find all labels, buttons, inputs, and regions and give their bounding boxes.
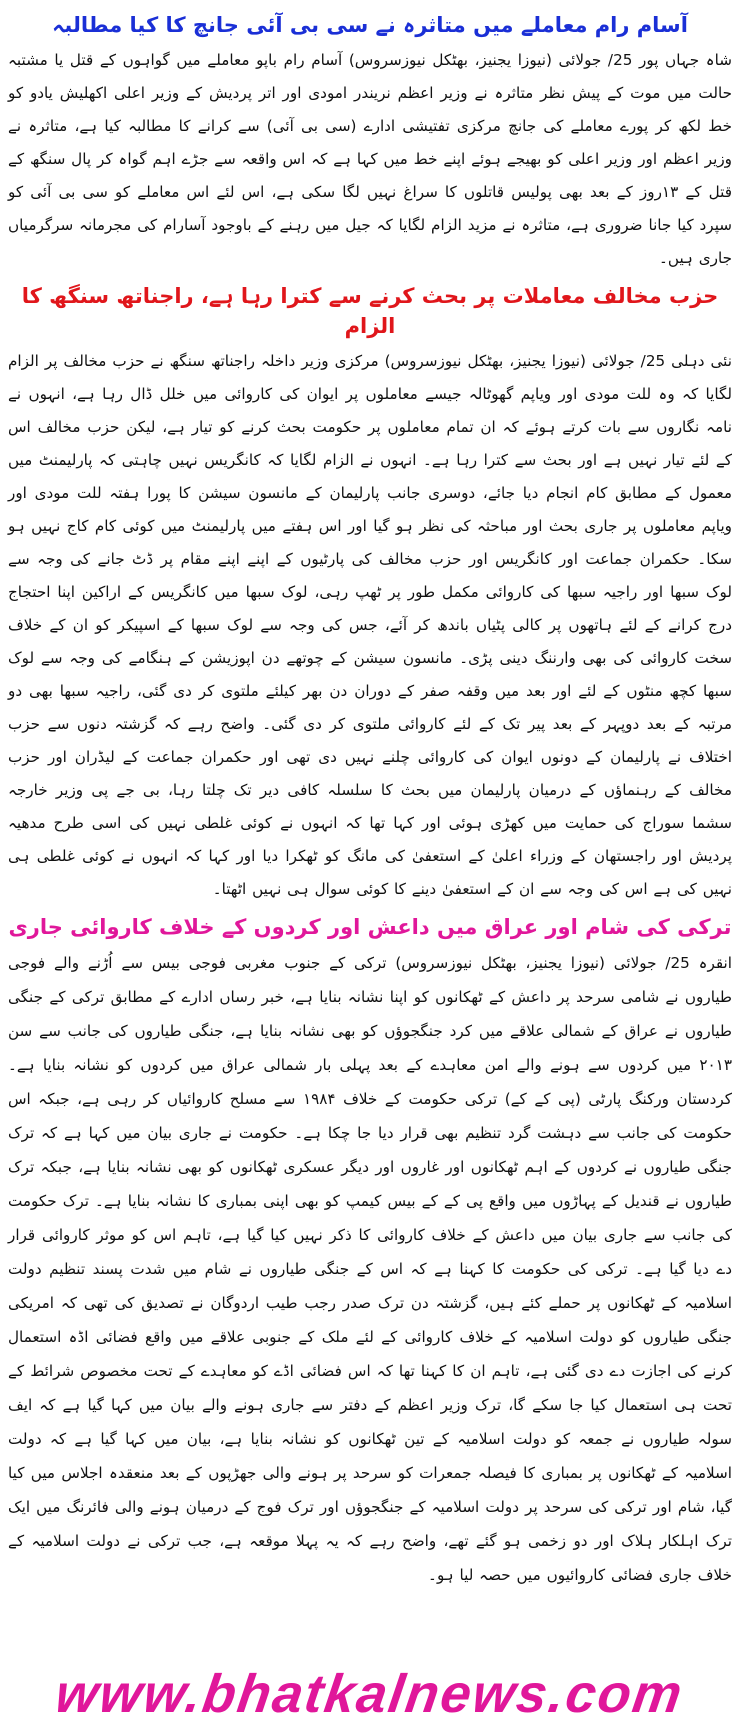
headline-asaram: آسام رام معاملے میں متاثرہ نے سی بی آئی جانچ کا کیا مطالبہ bbox=[52, 13, 688, 37]
article-asaram bbox=[8, 10, 732, 275]
body-asaram: شاہ جہاں پور 25/ جولائی (نیوزا یجنیز، بھٹکل نیوزسروس) آسام رام باپو معاملے میں گواہوں کے قتل یا مشتبہ حالت میں موت کے پیش نظر متاثرہ نے وزیر اعظم نریندر امودی اور اتر پردیش کے وزیر اعلی اکھلیش یادو کو خط لکھ کر پورے معاملے کی جانچ مرکزی تفتیشی ادارے (سی بی آئی) سے کرانے کا مطالبہ کیا ہے، متاثرہ نے وزیر اعظم اور وزیر اعلی کو بھیجے ہوئے اپنے خط میں کہا ہے کہ اس واقعہ سے جڑے اہم گواہ کر پال سنگھ کے قتل کے ۱۳روز کے بعد بھی پولیس قاتلوں کا سراغ نہیں لگا سکی ہے، اس لئے اس معاملے کو سی بی آئی کو سپرد کیا جانا ضروری ہے، متاثرہ نے مزید الزام لگایا کہ جیل میں رہنے کے باوجود آسارام کی مجرمانہ سرگرمیاں جاری ہیں۔ bbox=[8, 51, 732, 267]
footer-banner bbox=[0, 1664, 740, 1724]
article-rajnath bbox=[8, 281, 732, 906]
site-logo-link[interactable]: www.bhatkalnews.com bbox=[52, 1664, 688, 1724]
article-turkey bbox=[8, 912, 732, 1592]
headline-rajnath: حزب مخالف معاملات پر بحث کرنے سے کترا رہا ہے، راجناتھ سنگھ کا الزام bbox=[21, 284, 719, 338]
body-rajnath: نئی دہلی 25/ جولائی (نیوزا یجنیز، بھٹکل نیوزسروس) مرکزی وزیر داخلہ راجناتھ سنگھ نے حزب مخالف پر الزام لگایا کہ وہ للت مودی اور ویاپم گھوٹالہ جیسے معاملوں پر ایوان کی کاروائی میں خلل ڈال رہا ہے، انہوں نے نامہ نگاروں سے بات کرتے ہوئے کہ ان تمام معاملوں پر حکومت بحث کرنے کو تیار ہے، لیکن حزب مخالف اس کے لئے تیار نہیں ہے اور بحث سے کترا رہا ہے۔ انہوں نے الزام لگایا کہ کانگریس نہیں چاہتی کہ پارلیمنٹ میں معمول کے مطابق کام انجام دیا جائے، دوسری جانب پارلیمان کے مانسون سیشن کا پورا ہفتہ للت مودی اور ویاپم معاملوں پر جاری بحث اور مباحثہ کی نظر ہو گیا اور اس ہفتے میں پارلیمنٹ میں کوئی کام کاج نہیں ہو سکا۔ حکمران جماعت اور کانگریس اور حزب مخالف کی پارٹیوں کے اپنے اپنے مقام پر ڈٹ جانے کی وجہ سے لوک سبھا اور راجیہ سبھا کی کاروائی مکمل طور پر ٹھپ رہی، لوک سبھا میں کانگریس کے اراکین اپنا احتجاج درج کرانے کے لئے ہاتھوں پر کالی پٹیاں باندھ کر آئے، جس کی وجہ سے لوک سبھا کے اسپیکر کو ان کے خلاف سخت کاروائی کی بھی وارننگ دینی پڑی۔ مانسون سیشن کے چوتھے دن اپوزیشن کے ہنگامے کی وجہ سے لوک سبھا کچھ منٹوں کے لئے اور بعد میں وقفہ صفر کے دوران دن بھر کیلئے ملتوی کر دی گئی، راجیہ سبھا بھی دو مرتبہ کے بعد دوپہر کے بعد پیر تک کے لئے کاروائی ملتوی کر دی گئی۔ واضح رہے کہ گزشتہ دنوں سے حزب اختلاف نے پارلیمان کے دونوں ایوان کی کاروائی چلنے نہیں دی تھی اور حکمران جماعت کے لیڈران اور حزب مخالف کے رہنماؤں کے درمیان پارلیمان میں بحث کا سلسلہ کافی دیر تک چلتا رہا، بی جے پی وزیر خارجہ سشما سوراج کی حمایت میں کھڑی ہوئی اور کہا تھا کہ انہوں نے کوئی غلطی نہیں کی اسی طرح مدھیہ پردیش اور راجستھان کے وزراء اعلیٰ کے استعفیٰ کی مانگ کو ٹھکرا دیا اور کہا کہ انہوں نے کوئی غلطی ہی نہیں کی ہے اس کی وجہ سے ان کے استعفیٰ دینے کا کوئی سوال ہی نہیں اٹھتا۔ bbox=[8, 352, 732, 898]
body-turkey: انقرہ 25/ جولائی (نیوزا یجنیز، بھٹکل نیوزسروس) ترکی کے جنوب مغربی فوجی بیس سے اُڑنے والے فوجی طیاروں نے شامی سرحد پر داعش کے ٹھکانوں کو اپنا نشانہ بنایا ہے، خبر رساں ادارے کے مطابق ترکی کے جنگی طیاروں نے عراق کے شمالی علاقے میں کرد جنگجوؤں کو بھی نشانہ بنایا ہے، جنگی طیاروں کی جانب سے سن ۲۰۱۳ میں کردوں سے ہونے والے امن معاہدے کے بعد پہلی بار شمالی عراق میں کردوں کو نشانہ بنایا ہے۔ کردستان ورکنگ پارٹی (پی کے کے) ترکی حکومت کے خلاف ۱۹۸۴ سے مسلح کاروائیاں کر رہی ہے، جبکہ اس حکومت کی جانب سے دہشت گرد تنظیم بھی قرار دیا جا چکا ہے۔ حکومت نے جاری بیان میں کہا ہے کہ ترک جنگی طیاروں نے کردوں کے اہم ٹھکانوں اور غاروں اور دیگر عسکری ٹھکانوں کو بھی نشانہ بنایا ہے، جبکہ ترک طیاروں نے قندیل کے پہاڑوں میں واقع پی کے کے بیس کیمپ کو بھی اپنی بمباری کا نشانہ بنایا ہے۔ ترک حکومت کی جانب سے جاری بیان میں داعش کے خلاف کاروائی کا ذکر نہیں کیا گیا ہے، تاہم اس کو موثر کاروائی قرار دے دیا گیا ہے۔ ترکی کی حکومت کا کہنا ہے کہ اس کے جنگی طیاروں نے شام میں شدت پسند تنظیم دولت اسلامیہ کے ٹھکانوں پر حملے کئے ہیں، گزشتہ دن ترک صدر رجب طیب اردوگان نے تصدیق کی تھی کہ امریکی جنگی طیاروں کو دولت اسلامیہ کے خلاف کاروائی کے لئے ملک کے جنوبی علاقے میں واقع فضائی اڈہ استعمال کرنے کی اجازت دے دی گئی ہے، تاہم ان کا کہنا تھا کہ اس فضائی اڈے کو معاہدے کے تحت مخصوص شرائط کے تحت ہی استعمال کیا جا سکے گا، ترک وزیر اعظم کے دفتر سے جاری ہونے والے بیان میں کہا گیا ہے کہ ایف سولہ طیاروں نے جمعہ کو دولت اسلامیہ کے تین ٹھکانوں کو نشانہ بنایا ہے، بیان میں کہا گیا ہے کہ دولت اسلامیہ کے ٹھکانوں پر بمباری کا فیصلہ جمعرات کو سرحد پر ہونے والی جھڑپوں کے بعد منعقدہ اجلاس میں کیا گیا، شام اور ترکی کی سرحد پر دولت اسلامیہ کے جنگجوؤں اور ترک فوج کے درمیان ہونے والی فائرنگ میں ایک ترک اہلکار ہلاک اور دو زخمی ہو گئے تھے، واضح رہے کہ یہ پہلا موقعہ ہے، جب ترکی نے دولت اسلامیہ کے خلاف جاری فضائی کاروائیوں میں حصہ لیا ہو۔ bbox=[8, 954, 732, 1584]
headline-turkey: ترکی کی شام اور عراق میں داعش اور کردوں کے خلاف کاروائی جاری bbox=[8, 915, 732, 939]
